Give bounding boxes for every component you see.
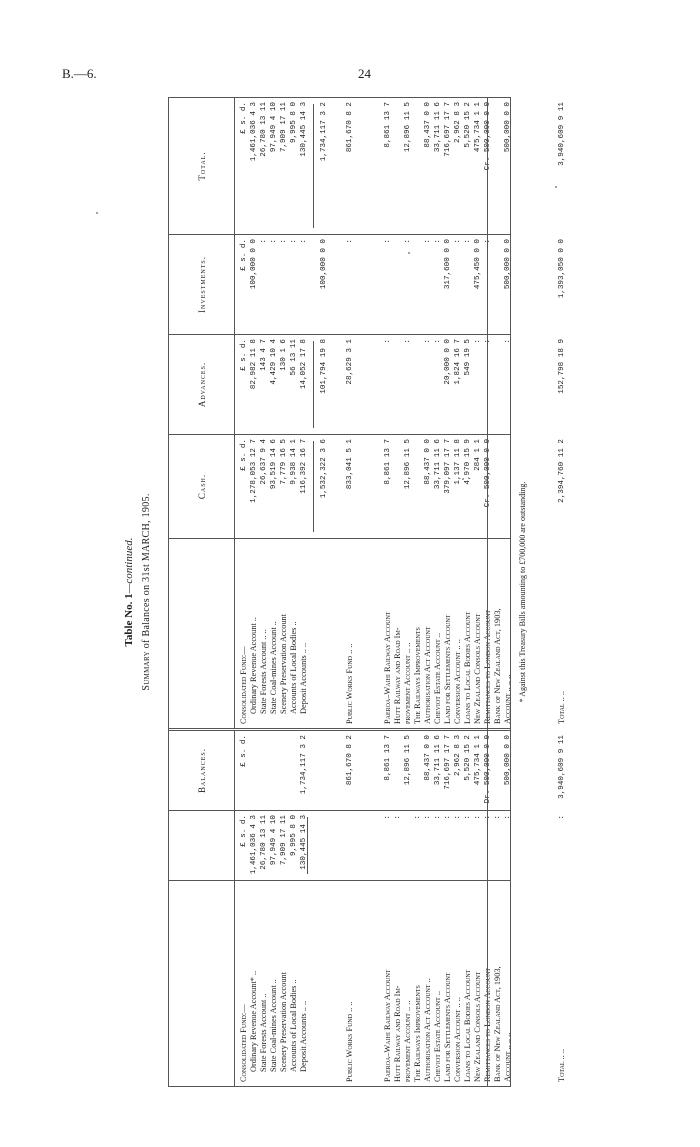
table-title bbox=[120, 97, 138, 1087]
total-value: 3,940,609 9 11 bbox=[558, 102, 566, 166]
total-value: 97,949 4 10 bbox=[270, 102, 278, 153]
balance-value: 861,670 8 2 bbox=[346, 735, 354, 786]
advance-value: 1,824 16 7 bbox=[454, 339, 462, 385]
row-label: Loans to Local Bodies Account bbox=[463, 969, 472, 1082]
subtitle-text: of Balances on 31st MARCH, 1905. bbox=[141, 493, 152, 649]
subaccount-value: 7,909 17 11 bbox=[280, 815, 288, 866]
cash-value: 4,970 15 9 bbox=[464, 439, 472, 485]
advance-value: 20,000 0 0 bbox=[444, 339, 452, 385]
total-value: 475,734 1 1 bbox=[474, 102, 482, 153]
row-label: provement Account .. .. bbox=[403, 642, 412, 724]
balances-header: Balances. bbox=[169, 731, 235, 810]
row-label: Authorisation Act Account bbox=[423, 626, 432, 724]
total-value: 7,909 17 11 bbox=[280, 102, 288, 153]
total-value: 861,670 8 2 bbox=[346, 102, 354, 153]
row-label: Paeroa–Waihi Railway Account bbox=[383, 969, 392, 1082]
investment-value: : bbox=[290, 239, 298, 244]
investment-value: £ s. d. bbox=[240, 239, 248, 271]
advances-header: Advances. bbox=[169, 335, 235, 434]
row-label: provement Account .. .. bbox=[403, 1000, 412, 1082]
subaccount-value: 1,461,036 4 3 bbox=[250, 815, 258, 875]
cash-header: Cash. bbox=[169, 435, 235, 538]
balance-value: 2,962 8 3 bbox=[454, 735, 462, 777]
cash-value: 116,392 16 7 bbox=[300, 439, 308, 494]
row-label: Scenery Preservation Account bbox=[279, 614, 288, 714]
subaccount-value: : bbox=[394, 815, 402, 820]
balance-value: 33,711 11 6 bbox=[434, 735, 442, 786]
investment-value: : bbox=[270, 239, 278, 244]
advance-value: : bbox=[474, 339, 482, 344]
subaccount-value: : bbox=[444, 815, 452, 820]
row-label: Scenery Preservation Account bbox=[279, 972, 288, 1072]
balance-value: Dr. 500,000 0 0 bbox=[484, 735, 492, 804]
advance-value: 101,794 19 8 bbox=[320, 339, 328, 394]
investment-value: : bbox=[464, 239, 472, 244]
advance-value: 28,629 3 1 bbox=[346, 339, 354, 385]
row-label: Accounts of Local Bodies .. bbox=[289, 979, 298, 1072]
total-value: 2,962 8 3 bbox=[454, 102, 462, 144]
balance-value: 8,861 13 7 bbox=[384, 735, 392, 781]
investment-value: 100,000 0 0 bbox=[250, 239, 258, 290]
advance-value: : bbox=[424, 339, 432, 344]
subaccount-value: 9,995 8 0 bbox=[290, 815, 298, 857]
speck bbox=[96, 212, 98, 214]
investment-value: : bbox=[260, 239, 268, 244]
row-label: Total .. .. bbox=[557, 690, 566, 724]
subaccount-value: £ s. d. bbox=[240, 815, 248, 847]
row-label: Land for Settlements Account bbox=[443, 614, 452, 724]
advances-column bbox=[169, 335, 566, 435]
total-value: 33,711 11 6 bbox=[434, 102, 442, 153]
subtotal-rule bbox=[313, 104, 314, 228]
investment-value: 475,450 0 0 bbox=[474, 239, 482, 290]
subaccount-value: : bbox=[434, 815, 442, 820]
balance-value: 500,000 0 0 bbox=[504, 735, 512, 786]
row-label: Consolidated Fund:— bbox=[239, 646, 248, 724]
cash-value: 12,896 11 5 bbox=[404, 439, 412, 490]
row-label: Deposit Accounts .. .. bbox=[299, 642, 308, 714]
subtotal-rule bbox=[313, 341, 314, 428]
cash-value: 379,097 17 7 bbox=[444, 439, 452, 494]
investment-value: : bbox=[300, 239, 308, 244]
total-value: 26,780 13 11 bbox=[260, 102, 268, 157]
row-label: Public Works Fund .. .. bbox=[345, 643, 354, 724]
subaccount-value: : bbox=[454, 815, 462, 820]
total-row-rule bbox=[487, 98, 488, 1086]
row-label: Land for Settlements Account bbox=[443, 972, 452, 1082]
advance-value: 82,982 11 8 bbox=[250, 339, 258, 390]
cash-value: 833,041 5 1 bbox=[346, 439, 354, 490]
row-label: Remittances to London Account bbox=[483, 609, 492, 724]
investment-value: : bbox=[424, 239, 432, 244]
advance-value: 14,052 17 8 bbox=[300, 339, 308, 390]
speck bbox=[462, 478, 464, 480]
cash-value: 9,938 14 1 bbox=[290, 439, 298, 485]
subaccount-value: 130,445 14 3 bbox=[300, 815, 308, 870]
subaccount-value: : bbox=[558, 815, 566, 820]
balance-value: 716,697 17 7 bbox=[444, 735, 452, 790]
total-value: 716,697 17 7 bbox=[444, 102, 452, 157]
advance-value: 549 19 5 bbox=[464, 339, 472, 376]
balance-value: 5,520 15 2 bbox=[464, 735, 472, 781]
cash-value: 26,637 9 4 bbox=[260, 439, 268, 485]
row-label: State Forests Account .. .. bbox=[259, 629, 268, 714]
row-label: Consolidated Fund:— bbox=[239, 1004, 248, 1082]
total-value: 1,461,036 4 3 bbox=[250, 102, 258, 162]
row-label: Loans to Local Bodies Account bbox=[463, 611, 472, 724]
row-label: Accounts of Local Bodies .. bbox=[289, 621, 298, 714]
subaccount-value: : bbox=[464, 815, 472, 820]
investment-value: 317,600 0 0 bbox=[444, 239, 452, 290]
subtotal-rule bbox=[313, 441, 314, 532]
page-reference: B.—6. bbox=[62, 66, 97, 81]
table-subtitle bbox=[138, 97, 156, 1087]
cash-value: 1,278,053 12 7 bbox=[250, 439, 258, 503]
cash-value: 8,861 13 7 bbox=[384, 439, 392, 485]
investment-value: : bbox=[280, 239, 288, 244]
subaccount-value: : bbox=[424, 815, 432, 820]
speck bbox=[408, 252, 410, 254]
cash-value: 1,137 11 8 bbox=[454, 439, 462, 485]
row-label: State Coal-mines Account .. bbox=[269, 979, 278, 1072]
row-label: Public Works Fund .. .. bbox=[345, 1001, 354, 1082]
investment-value: : bbox=[404, 239, 412, 244]
balance-value: £ s. d. bbox=[240, 735, 248, 767]
cash-value: 88,437 0 0 bbox=[424, 439, 432, 485]
row-label: Remittances to London Account bbox=[483, 967, 492, 1082]
advance-value: : bbox=[504, 339, 512, 344]
investments-header: Investments. bbox=[169, 235, 235, 334]
advance-value: : bbox=[484, 339, 492, 344]
total-value: 130,445 14 3 bbox=[300, 102, 308, 157]
row-label: Hutt Railway and Road Im- bbox=[393, 985, 402, 1082]
investment-value: : bbox=[434, 239, 442, 244]
cash-value: 33,711 11 6 bbox=[434, 439, 442, 490]
row-label: Conversion Account .. .. bbox=[453, 997, 462, 1082]
total-value: 88,437 0 0 bbox=[424, 102, 432, 148]
row-label: State Forests Account .. bbox=[259, 993, 268, 1072]
page-number: 24 bbox=[358, 66, 371, 81]
row-label: Total .. .. bbox=[557, 1048, 566, 1082]
row-label: Authorisation Act Account .. bbox=[423, 978, 432, 1082]
row-label: Account .. .. .. bbox=[503, 1032, 512, 1082]
advance-value: 130 1 6 bbox=[280, 339, 288, 371]
cash-column bbox=[169, 435, 566, 539]
row-label: New Zealand Consols Account bbox=[473, 971, 482, 1082]
subaccount-value: : bbox=[484, 815, 492, 820]
table-footnote: * Against this Treasury Bills amounting to £700,000 are outstanding. bbox=[518, 481, 527, 703]
total-value: £ s. d. bbox=[240, 102, 248, 134]
row-label: Bank of New Zealand Act, 1903, bbox=[493, 966, 502, 1082]
total-value: 12,896 11 5 bbox=[404, 102, 412, 153]
balance-value: 12,896 11 5 bbox=[404, 735, 412, 786]
table-title-suffix: —continued. bbox=[123, 537, 135, 594]
investment-value: : bbox=[484, 239, 492, 244]
subaccount-value: : bbox=[474, 815, 482, 820]
subtotal-rule bbox=[307, 817, 308, 874]
left-labels-column bbox=[169, 881, 566, 1086]
subaccount-value: : bbox=[384, 815, 392, 820]
total-value: 1,734,117 3 2 bbox=[320, 102, 328, 162]
advance-value: 152,798 18 9 bbox=[558, 339, 566, 394]
rotated-table-block bbox=[120, 97, 566, 1087]
total-value: 9,995 8 0 bbox=[290, 102, 298, 144]
balance-value: 475,734 1 1 bbox=[474, 735, 482, 786]
cash-value: £ s. d. bbox=[240, 439, 248, 471]
total-value: 5,520 15 2 bbox=[464, 102, 472, 148]
investment-value: : bbox=[384, 239, 392, 244]
row-label: Cheviot Estate Account .. bbox=[433, 632, 442, 724]
left-subvalues-column bbox=[169, 811, 566, 881]
row-label: State Coal-mines Account .. bbox=[269, 621, 278, 714]
cash-value: 7,779 16 5 bbox=[280, 439, 288, 485]
total-column bbox=[169, 98, 566, 235]
advance-value: 56 13 11 bbox=[290, 339, 298, 376]
balances-column bbox=[169, 731, 566, 811]
cash-value: 1,532,322 3 6 bbox=[320, 439, 328, 499]
investment-value: : bbox=[454, 239, 462, 244]
balance-value: 3,940,609 9 11 bbox=[558, 735, 566, 799]
investments-column bbox=[169, 235, 566, 335]
cash-value: Cr. 500,000 0 0 bbox=[484, 439, 492, 508]
investment-value: 500,000 0 0 bbox=[504, 239, 512, 290]
row-label: The Railways Improvements bbox=[413, 627, 422, 724]
cash-value: 284 1 1 bbox=[474, 439, 482, 471]
row-label: New Zealand Consols Account bbox=[473, 613, 482, 724]
row-label: The Railways Improvements bbox=[413, 985, 422, 1082]
cash-value: 2,394,760 11 2 bbox=[558, 439, 566, 503]
row-label: Deposit Accounts .. .. bbox=[299, 1000, 308, 1072]
advance-value: 143 4 7 bbox=[260, 339, 268, 371]
investment-value: 100,000 0 0 bbox=[320, 239, 328, 290]
advance-value: : bbox=[404, 339, 412, 344]
cash-value: 93,519 14 6 bbox=[270, 439, 278, 490]
advance-value: 4,429 10 4 bbox=[270, 339, 278, 385]
row-label: Ordinary Revenue Account .. bbox=[249, 617, 258, 714]
row-label: Hutt Railway and Road Im- bbox=[393, 627, 402, 724]
row-label: Account .. .. .. bbox=[503, 674, 512, 724]
advance-value: £ s. d. bbox=[240, 339, 248, 371]
total-value: Cr. 500,000 0 0 bbox=[484, 102, 492, 171]
speck bbox=[555, 186, 557, 188]
subaccount-value: : bbox=[414, 815, 422, 820]
balance-value: 88,437 0 0 bbox=[424, 735, 432, 781]
row-label: Cheviot Estate Account .. bbox=[433, 990, 442, 1082]
subaccount-value: 97,949 4 10 bbox=[270, 815, 278, 866]
row-label: Conversion Account .. .. bbox=[453, 639, 462, 724]
row-label: Bank of New Zealand Act, 1903, bbox=[493, 608, 502, 724]
table-title-main: Table No. 1 bbox=[123, 593, 135, 647]
investment-value: : bbox=[346, 239, 354, 244]
advance-value: : bbox=[384, 339, 392, 344]
subtitle-prefix: Summary bbox=[141, 651, 152, 691]
investment-value: 1,393,050 0 0 bbox=[558, 239, 566, 299]
total-value: 8,861 13 7 bbox=[384, 102, 392, 148]
advance-value: : bbox=[434, 339, 442, 344]
total-value: 500,000 0 0 bbox=[504, 102, 512, 153]
balance-value: 1,734,117 3 2 bbox=[300, 735, 308, 795]
subaccount-value: 26,780 13 11 bbox=[260, 815, 268, 870]
subaccount-value: : bbox=[504, 815, 512, 820]
row-label: Paeroa–Waihi Railway Account bbox=[383, 611, 392, 724]
total-header: Total. bbox=[169, 98, 235, 234]
subaccount-value: : bbox=[494, 815, 502, 820]
row-label: Ordinary Revenue Account* .. bbox=[249, 970, 258, 1072]
